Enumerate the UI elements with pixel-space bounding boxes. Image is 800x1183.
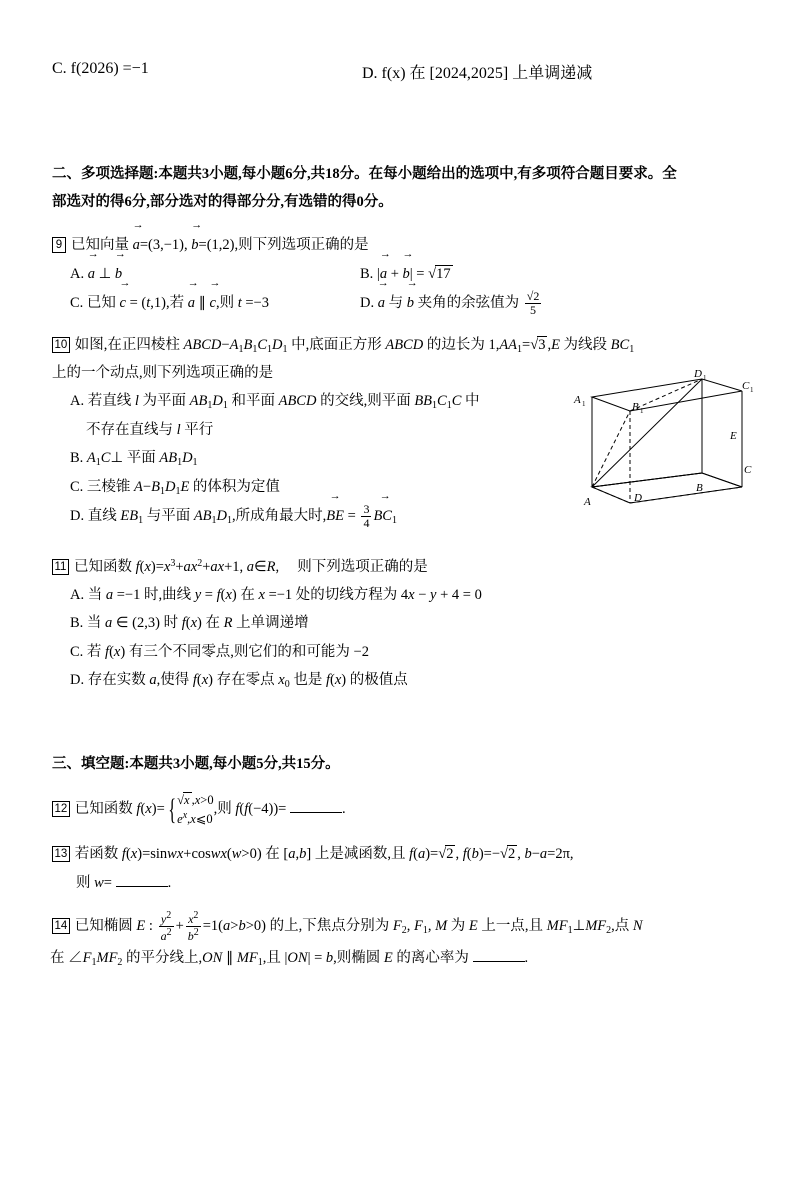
cube-label-B1-sub: 1 — [640, 406, 644, 415]
cube-label-B: B — [696, 481, 703, 494]
question-14-stem-line-2: 在 $\angle F_1MF_2$ 的平分线上,ON ∥ $MF_1$,且 |ON| = b,则椭圆 E 的离心率为 . — [50, 949, 529, 968]
section-spacer — [52, 694, 752, 750]
question-10-option-b: B. $A_1C\perp$ 平面 $AB_1D_1$ — [70, 450, 198, 469]
question-13-number: 13 — [52, 846, 70, 862]
question-9-option-b-radicand: 17 — [436, 265, 451, 282]
question-9-option-d: D. a → 与 b → 夹角的余弦值为 $\frac{√2}{5}$ — [360, 288, 543, 318]
carryover-option-d: D. f(x) 在 [2024,2025] 上单调递减 — [362, 65, 593, 82]
cube-svg — [552, 369, 762, 544]
question-9-option-c: C. 已知 c → = (t,1),若 a → ∥ c →,则 t =−3 — [70, 288, 360, 318]
carryover-options-row — [52, 60, 752, 83]
question-12-number: 12 — [52, 801, 70, 817]
cube-label-C: C — [744, 463, 752, 476]
question-14-number: 14 — [52, 918, 70, 934]
question-11-option-b: B. 当 a ∈ (2,3) 时 f(x) 在 R 上单调递增 — [70, 615, 309, 632]
question-9-options-row-2 — [70, 288, 730, 318]
question-10-option-d: D. 直线 $EB_1$ 与平面 $AB_1D_1$,所成角最大时,BE → = $\frac{3}{4}$ $BC_1$ → — [70, 501, 512, 531]
question-10-option-a-line-1: A. 若直线 l 为平面 $AB_1D_1$ 和平面 ABCD 的交线,则平面 $BB_1C_1C$ 中 — [70, 393, 480, 412]
section-2-heading-line-2: 部选对的得6分,部分选对的得部分分,有选错的得0分。 — [52, 194, 393, 211]
question-12-stem: 12 已知函数 f(x)= { √x ,x>0 $e^x,x⩽0$ ,则 f(f(−4))= . — [52, 792, 752, 828]
question-14-answer-blank — [473, 961, 525, 962]
question-13-answer-blank — [116, 886, 168, 887]
carryover-option-c: C. f(2026) =−1 — [52, 60, 149, 77]
question-12-case-1: √x ,x>0 — [177, 792, 214, 807]
question-11-number: 11 — [52, 559, 69, 575]
question-14 — [52, 910, 752, 972]
question-9-option-a: A. a → ⊥ b → — [70, 259, 360, 288]
question-11-option-a: A. 当 a =−1 时,曲线 y = f(x) 在 x =−1 处的切线方程为 4x − y + 4 = 0 — [70, 587, 482, 604]
cube-label-A1: A — [574, 393, 581, 406]
question-12 — [52, 792, 752, 828]
question-10 — [52, 331, 752, 531]
question-10-option-a-line-2: 不存在直线与 l 平行 — [86, 421, 214, 438]
cube-label-B1: B — [632, 400, 639, 413]
question-10-option-c: C. 三棱锥 $A-B_1D_1E$ 的体积为定值 — [70, 478, 280, 497]
cube-label-C1-sub: 1 — [750, 385, 754, 394]
question-13 — [52, 840, 752, 897]
cube-label-A: A — [584, 495, 591, 508]
cube-label-D1-sub: 1 — [703, 373, 707, 382]
question-9 — [52, 230, 752, 318]
question-10-stem-line-1: 10 如图,在正四棱柱 $ABCD-A_1B_1C_1D_1$ 中,底面正方形 ABCD 的边长为 $1,AA_1=√3$ ,E 为线段 $BC_1$ — [52, 331, 752, 360]
question-10-number: 10 — [52, 337, 70, 353]
question-9-stem: 9 已知向量 a →=(3,−1), b →=(1,2),则下列选项正确的是 — [52, 230, 752, 259]
question-11-option-d: D. 存在实数 a,使得 f(x) 存在零点 $x_0$ 也是 f(x) 的极值点 — [70, 671, 408, 690]
question-9-option-d-denominator: 5 — [530, 303, 537, 318]
cube-label-C1: C — [742, 379, 750, 392]
cube-label-D1: D — [694, 368, 702, 380]
question-11 — [52, 553, 752, 695]
question-12-answer-blank — [290, 812, 342, 813]
section-2 — [52, 160, 752, 972]
cube-label-A1-sub: 1 — [582, 399, 586, 408]
section-3-heading: 三、填空题:本题共3小题,每小题5分,共15分。 — [52, 756, 340, 773]
cube-figure — [552, 369, 762, 544]
question-11-stem: 11 已知函数 $f(x)=x^3+ax^2+ax+1$, a∈R, 则下列选项正确的是 — [52, 553, 752, 581]
question-14-stem-line-1: 14 已知椭圆 E : $\frac{y^2}{a^2}$ + $\frac{x^2}{b^2}$ =1(a>b>0) 的上,下焦点分别为 $F_2$, $F_1$, M 为 E 上一点,且 $MF_1\perp MF_2$,点 N — [52, 910, 752, 944]
question-10-option-d-numerator: 3 — [363, 501, 370, 516]
question-10-option-d-denominator: 4 — [363, 516, 370, 531]
question-10-stem-line-2: 上的一个动点,则下列选项正确的是 — [52, 365, 274, 382]
cube-label-D: D — [634, 491, 642, 504]
question-9-option-b: B. |a → + b →| = √17 — [360, 259, 453, 288]
question-9-option-d-numerator: √2 — [526, 288, 540, 303]
question-11-option-c: C. 若 f(x) 有三个不同零点,则它们的和可能为 −2 — [70, 643, 369, 660]
section-2-heading-line-1: 二、多项选择题:本题共3小题,每小题6分,共18分。在每小题给出的选项中,有多项符合题目要求。全 — [52, 166, 677, 182]
question-9-number: 9 — [52, 237, 66, 253]
question-13-stem-line-2: 则 w= . — [76, 874, 172, 891]
question-9-options-row-1 — [70, 259, 730, 288]
question-12-case-2: $e^x,x⩽0$ — [177, 809, 213, 826]
cube-label-E: E — [730, 429, 737, 442]
question-13-stem-line-1: 13 若函数 f(x)=sinwx+coswx(w>0) 在 [a,b] 上是减函数,且 f(a)=√2 , f(b)=−√2 , b−a=2π, — [52, 840, 752, 868]
question-10-options — [52, 387, 512, 530]
